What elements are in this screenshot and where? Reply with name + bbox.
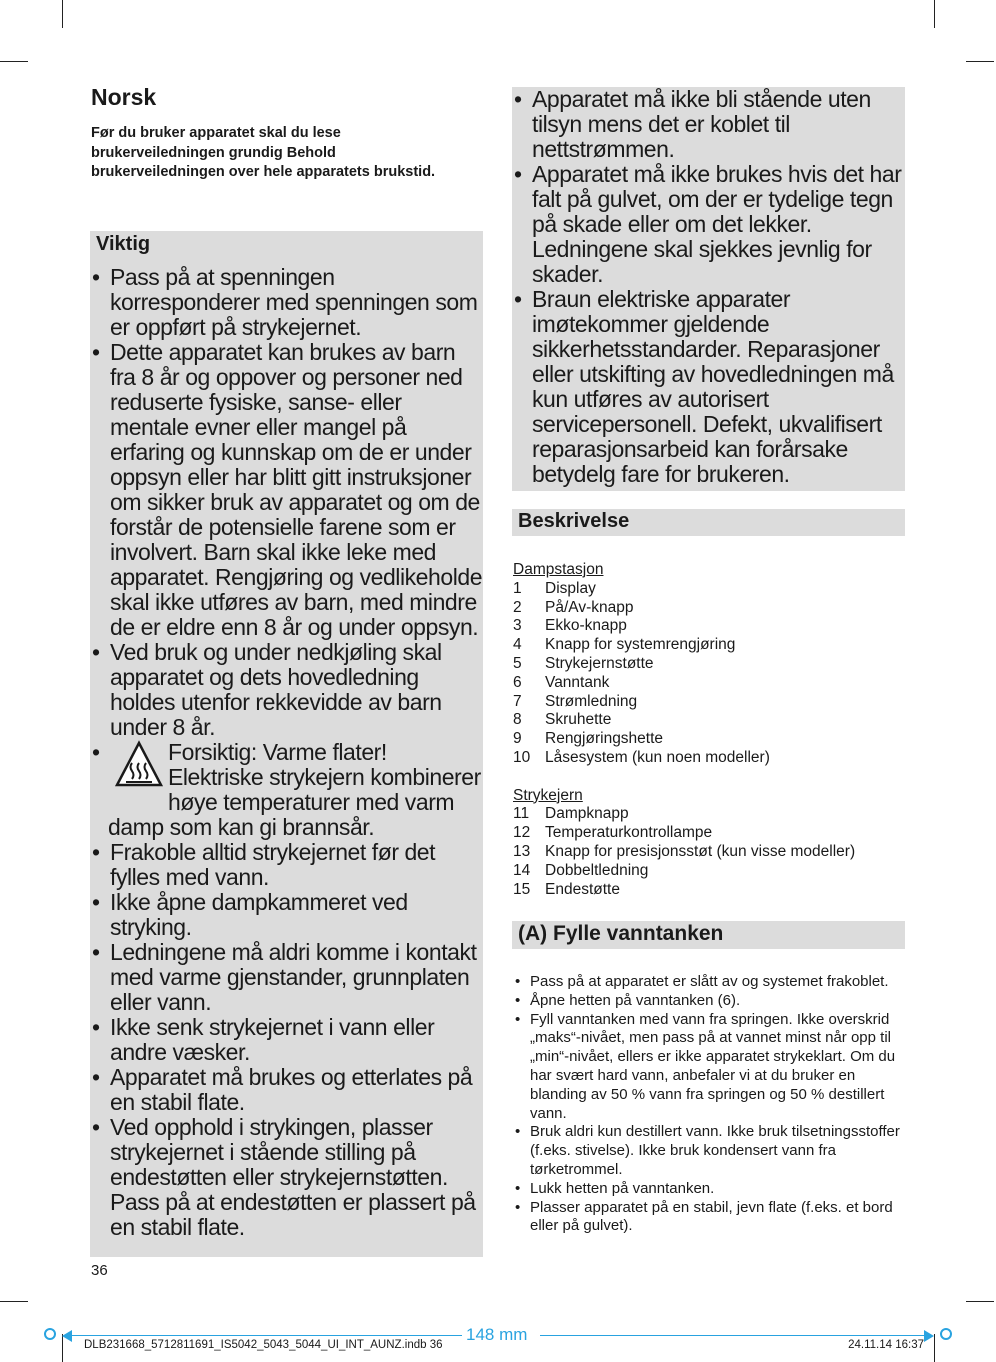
list-item: 4 Knapp for systemrengjøring bbox=[513, 636, 736, 654]
crop-mark-right-bottom bbox=[966, 1301, 994, 1302]
crop-mark-top-right bbox=[934, 0, 935, 28]
list-item: • Åpne hetten på vanntanken (6). bbox=[513, 992, 903, 1011]
list-item: 14 Dobbeltledning bbox=[513, 861, 649, 879]
crop-mark-top-left bbox=[62, 0, 63, 28]
list-item: • Plasser apparatet på en stabil, jevn flate (f.eks. et bord eller på gulvet). bbox=[513, 1199, 903, 1237]
list-item: 8 Skruhette bbox=[513, 711, 612, 729]
print-footer bbox=[84, 1339, 924, 1351]
crop-mark-right-top bbox=[966, 61, 994, 62]
list-item-hot-surface bbox=[92, 740, 484, 840]
print-timestamp: 24.11.14 16:37 bbox=[848, 1339, 924, 1351]
important-panel bbox=[90, 231, 483, 1257]
list-item: • Fyll vanntanken med vann fra springen. Ikke overskrid „maks“-nivået, men pass på at vannet minst når opp til „min“-nivået, ellers er ikke apparatet strykeklart. Om du har svært hard vann, anbefaler vi at du bruker en blanding av 50 % vann fra springen og 50 % destillert vann. bbox=[513, 1011, 903, 1124]
important-heading: Viktig bbox=[96, 233, 151, 255]
important-continued-list bbox=[514, 87, 904, 487]
list-item: • Pass på at spenningen korresponderer med spenningen som er oppført på strykejernet. bbox=[92, 265, 484, 340]
list-item: 6 Vanntank bbox=[513, 673, 610, 691]
list-item: • Bruk aldri kun destillert vann. Ikke bruk tilsetningsstoffer (f.eks. stivelse). Ikke bruk kondensert vann fra tørketrommel. bbox=[513, 1123, 903, 1179]
trim-line-right bbox=[540, 1335, 924, 1336]
list-item: • Ved opphold i strykingen, plasser strykejernet i stående stilling på endestøtten eller strykejernstøtten. Pass på at endestøtten er plassert på en stabil flate. bbox=[92, 1115, 484, 1240]
list-item: • Pass på at apparatet er slått av og systemet frakoblet. bbox=[513, 973, 903, 992]
list-item: 7 Strømledning bbox=[513, 692, 638, 710]
list-item: 1 Display bbox=[513, 579, 596, 597]
list-item: 5 Strykejernstøtte bbox=[513, 654, 654, 672]
list-item: 11 Dampknapp bbox=[513, 805, 629, 823]
list-item: • Frakoble alltid strykejernet før det fylles med vann. bbox=[92, 840, 484, 890]
list-item: 2 På/Av-knapp bbox=[513, 598, 634, 616]
important-list bbox=[92, 265, 484, 1240]
description-heading bbox=[512, 509, 905, 536]
language-title: Norsk bbox=[91, 84, 157, 110]
page-number: 36 bbox=[91, 1262, 108, 1279]
trim-arrow-right-icon bbox=[924, 1330, 934, 1342]
list-item: 15 Endestøtte bbox=[513, 880, 620, 898]
file-info: DLB231668_5712811691_IS5042_5043_5044_UI_INT_AUNZ.indb 36 bbox=[84, 1339, 443, 1351]
list-item: • Apparatet må ikke brukes hvis det har falt på gulvet, om der er tydelige tegn på skade eller om det lekker. Ledningene skal sjekkes jevnlig for skader. bbox=[514, 162, 904, 287]
list-item: • Ved bruk og under nedkjøling skal apparatet og dets hovedledning holdes utenfor rekkevidde av barn under 8 år. bbox=[92, 640, 484, 740]
list-item: • Dette apparatet kan brukes av barn fra 8 år og oppover og personer ned reduserte fysiske, sanse- eller mentale evner eller mangel på erfaring og kunnskap om de er under oppsyn eller har blitt gitt instruksjoner om sikker bruk av apparatet og om de forstår de potensielle farene som er involvert. Barn skal ikke leke med apparatet. Rengjøring og vedlikeholde skal ikke utføres av barn, med mindre de er eldre enn 8 år og under oppsyn. bbox=[92, 340, 484, 640]
registration-mark-left-icon bbox=[44, 1328, 56, 1340]
trim-arrow-left-icon bbox=[62, 1330, 72, 1342]
list-item: 12 Temperaturkontrollampe bbox=[513, 824, 713, 842]
fill-heading-label: (A) Fylle vanntanken bbox=[518, 922, 724, 945]
description-heading-label: Beskrivelse bbox=[518, 510, 630, 532]
crop-mark-bottom-right bbox=[934, 1334, 935, 1362]
hot-surface-warning-icon bbox=[114, 740, 164, 795]
list-item: 13 Knapp for presisjonsstøt (kun visse modeller) bbox=[513, 842, 856, 860]
crop-mark-left-top bbox=[0, 61, 28, 62]
crop-mark-left-bottom bbox=[0, 1301, 28, 1302]
list-item: • Apparatet må ikke bli stående uten tilsyn mens det er koblet til nettstrømmen. bbox=[514, 87, 904, 162]
fill-list bbox=[513, 973, 903, 1236]
list-item: • Ledningene må aldri komme i kontakt med varme gjenstander, grunnplaten eller vann. bbox=[92, 940, 484, 1015]
trim-width-label: 148 mm bbox=[466, 1325, 528, 1344]
list-item: 3 Ekko-knapp bbox=[513, 617, 627, 635]
list-item: • Braun elektriske apparater imøtekommer gjeldende sikkerhetsstandarder. Reparasjoner eller utskifting av hovedledningen må kun utføres av autorisert servicepersonell. Defekt, ukvalifisert reparasjonsarbeid kan forårsake betydelg fare for brukeren. bbox=[514, 287, 904, 487]
important-continued-panel bbox=[512, 87, 905, 491]
station-title: Dampstasjon bbox=[513, 561, 604, 578]
list-item: • Ikke åpne dampkammeret ved stryking. bbox=[92, 890, 484, 940]
iron-title: Strykejern bbox=[513, 786, 583, 804]
registration-mark-right-icon bbox=[940, 1328, 952, 1340]
trim-line-left bbox=[72, 1335, 462, 1336]
fill-heading bbox=[512, 921, 905, 949]
list-item: • Ikke senk strykejernet i vann eller andre væsker. bbox=[92, 1015, 484, 1065]
list-item: • Apparatet må brukes og etterlates på en stabil flate. bbox=[92, 1065, 484, 1115]
intro-text: Før du bruker apparatet skal du lese brukerveiledningen grundig Behold brukerveiledningen over hele apparatets brukstid. bbox=[91, 125, 436, 180]
list-item: 10 Låsesystem (kun noen modeller) bbox=[513, 748, 770, 766]
description-list bbox=[513, 561, 903, 899]
list-item: 9 Rengjøringshette bbox=[513, 730, 664, 748]
hot-surface-text: Forsiktig: Varme flater! Elektriske strykejern kombinerer høye temperaturer med varm damp som kan gi brannsår. bbox=[108, 739, 481, 840]
list-item: • Lukk hetten på vanntanken. bbox=[513, 1180, 903, 1199]
